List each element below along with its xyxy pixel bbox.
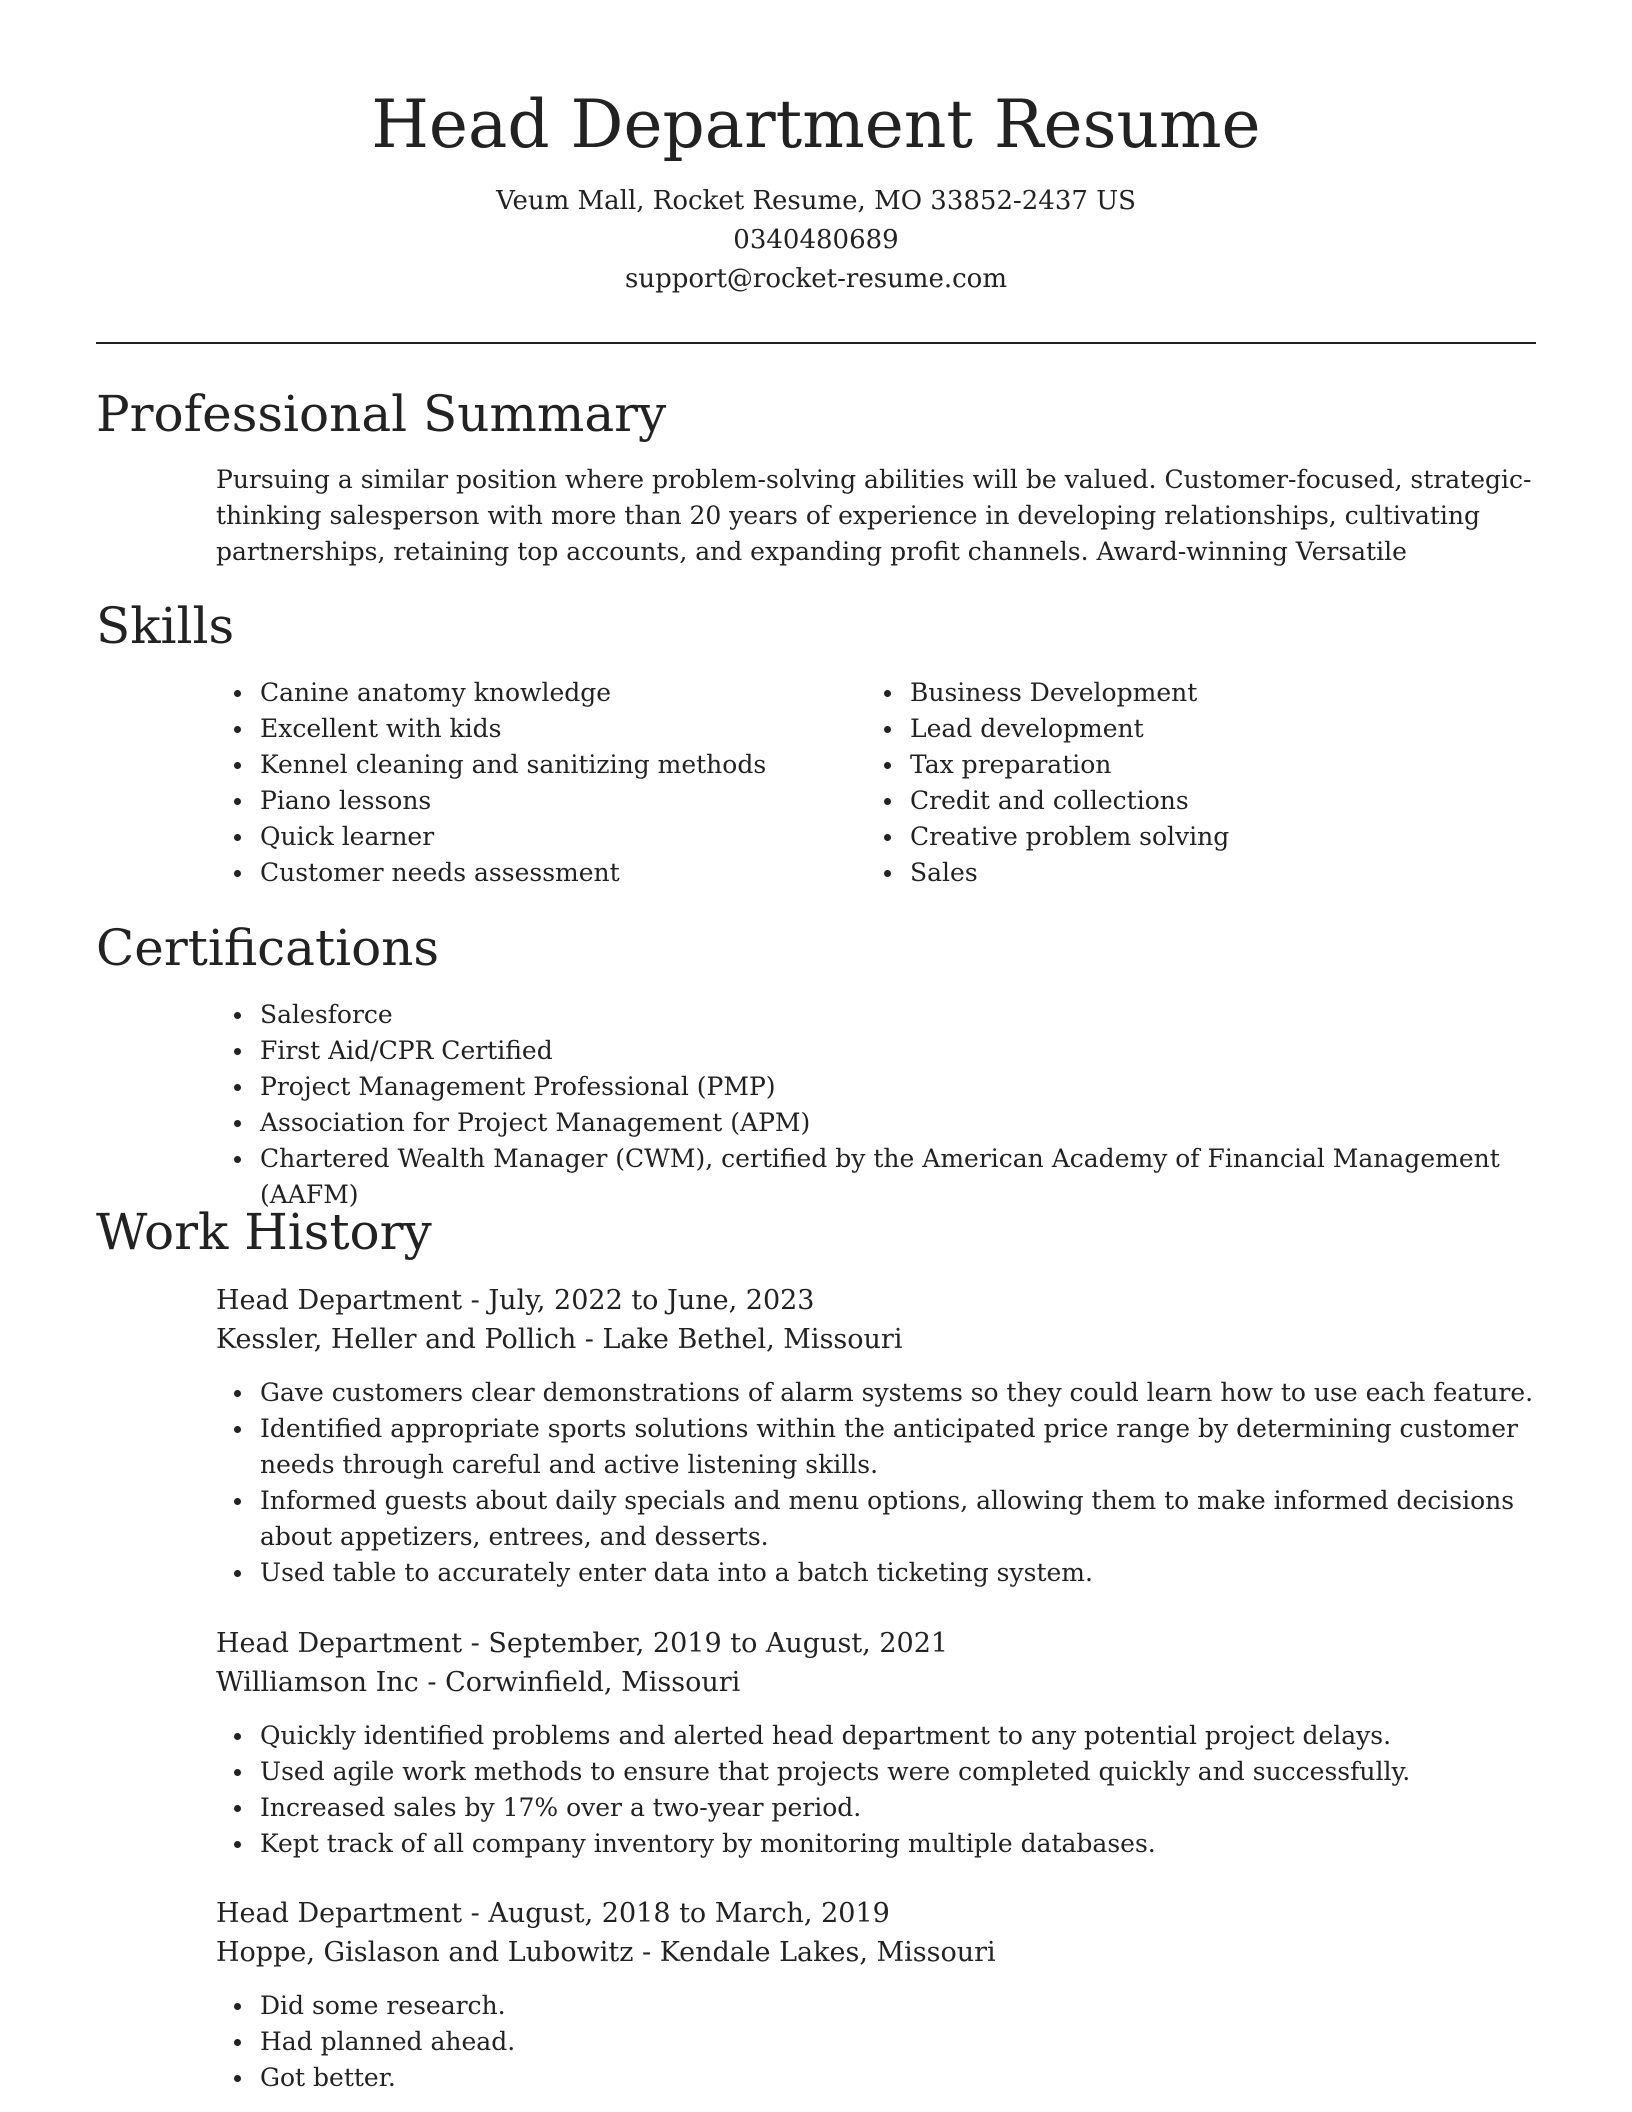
job-bullet: Used table to accurately enter data into a batch ticketing system. [216, 1555, 1536, 1591]
job-company-location: Williamson Inc - Corwinfield, Missouri [216, 1667, 741, 1698]
job-company-location: Hoppe, Gislason and Lubowitz - Kendale Lakes, Missouri [216, 1937, 996, 1968]
skill-item: Customer needs assessment [216, 855, 856, 891]
skills-heading: Skills [96, 597, 235, 655]
certification-item: Project Management Professional (PMP) [216, 1069, 1556, 1105]
job-title-dates: Head Department - August, 2018 to March, 2019 [216, 1898, 890, 1929]
skill-item: Tax preparation [866, 747, 1506, 783]
job-bullet: Did some research. [216, 1988, 1536, 2024]
job-bullet: Used agile work methods to ensure that projects were completed quickly and successfully. [216, 1754, 1536, 1790]
header-divider [96, 342, 1536, 344]
job-bullet: Got better. [216, 2060, 1536, 2096]
job-bullet: Increased sales by 17% over a two-year period. [216, 1790, 1536, 1826]
skill-item: Kennel cleaning and sanitizing methods [216, 747, 856, 783]
contact-block [0, 182, 1632, 299]
skill-item: Creative problem solving [866, 819, 1506, 855]
certifications-list [216, 997, 1556, 1213]
work-history-heading: Work History [96, 1203, 432, 1261]
job-bullet: Gave customers clear demonstrations of alarm systems so they could learn how to use each feature. [216, 1375, 1536, 1411]
phone-line: 0340480689 [733, 225, 899, 255]
skill-item: Piano lessons [216, 783, 856, 819]
skills-list-right [866, 675, 1506, 891]
job-title-dates: Head Department - September, 2019 to August, 2021 [216, 1628, 949, 1659]
certification-item: Salesforce [216, 997, 1556, 1033]
job-bullet: Quickly identified problems and alerted head department to any potential project delays. [216, 1718, 1536, 1754]
address-line: Veum Mall, Rocket Resume, MO 33852-2437 US [496, 186, 1136, 216]
skill-item: Business Development [866, 675, 1506, 711]
skill-item: Credit and collections [866, 783, 1506, 819]
skill-item: Excellent with kids [216, 711, 856, 747]
job-company-location: Kessler, Heller and Pollich - Lake Bethel, Missouri [216, 1324, 903, 1355]
certification-item: Chartered Wealth Manager (CWM), certified by the American Academy of Financial Management (AAFM) [216, 1141, 1556, 1213]
summary-heading: Professional Summary [96, 385, 667, 443]
job-bullets [216, 1718, 1536, 1862]
email-line: support@rocket-resume.com [624, 264, 1007, 294]
skill-item: Canine anatomy knowledge [216, 675, 856, 711]
job-title-dates: Head Department - July, 2022 to June, 2023 [216, 1285, 815, 1316]
skills-list-left [216, 675, 856, 891]
job-bullet: Informed guests about daily specials and menu options, allowing them to make informed decisions about appetizers, entrees, and desserts. [216, 1483, 1536, 1555]
job-bullet: Identified appropriate sports solutions within the anticipated price range by determining customer needs through careful and active listening skills. [216, 1411, 1536, 1483]
skill-item: Quick learner [216, 819, 856, 855]
job-bullet: Kept track of all company inventory by monitoring multiple databases. [216, 1826, 1536, 1862]
certification-item: Association for Project Management (APM) [216, 1105, 1556, 1141]
skill-item: Lead development [866, 711, 1506, 747]
job-bullets [216, 1988, 1536, 2096]
skill-item: Sales [866, 855, 1506, 891]
job-bullets [216, 1375, 1536, 1591]
summary-text: Pursuing a similar position where problem-solving abilities will be valued. Customer-focused, strategic-thinking salesperson with more than 20 years of experience in developing relationships, cultivating partnerships, retaining top accounts, and expanding profit channels. Award-winning Versatile [216, 465, 1532, 566]
resume-header [0, 80, 1632, 299]
certifications-heading: Certifications [96, 919, 440, 977]
resume-title: Head Department Resume [371, 86, 1261, 163]
certification-item: First Aid/CPR Certified [216, 1033, 1556, 1069]
job-bullet: Had planned ahead. [216, 2024, 1536, 2060]
